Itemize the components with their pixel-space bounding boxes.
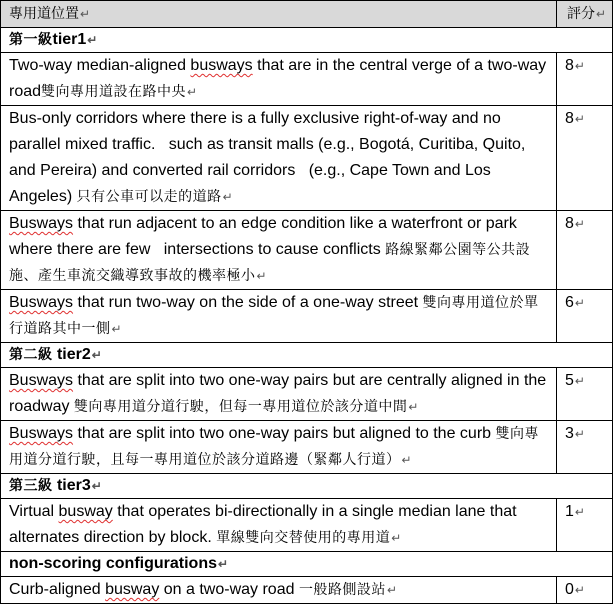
table-row [1,290,613,343]
score-cell: 0↵ [557,577,613,604]
tier2-row [1,343,613,368]
score-cell: 5↵ [557,368,613,421]
table-row [1,577,613,604]
table-row [1,421,613,474]
table-row [1,499,613,552]
config-cell: Curb-aligned busway on a two-way road 一般路側設站↵ [1,577,557,604]
config-cell: Virtual busway that operates bi-directionally in a single median lane that alternates direction by block. 單線雙向交替使用的專用道↵ [1,499,557,552]
score-cell: 3↵ [557,421,613,474]
table-row [1,106,613,211]
config-cell: Two-way median-aligned busways that are in the central verge of a two-way road雙向專用道設在路中央↵ [1,53,557,106]
non-scoring-row [1,552,613,577]
table-row [1,53,613,106]
tier1-row [1,28,613,53]
header-config-cell: 專用道位置↵ [1,1,557,28]
header-score-cell: 評分↵ [557,1,613,28]
config-cell: Busways that run two-way on the side of a one-way street 雙向專用道位於單行道路其中一側↵ [1,290,557,343]
config-cell: Busways that are split into two one-way pairs but are centrally aligned in the roadway 雙向專用道分道行駛，但每一專用道位於該分道中間↵ [1,368,557,421]
tier2-label: 第二級 tier2↵ [1,343,613,368]
config-cell: Busways that run adjacent to an edge condition like a waterfront or park where there are few intersections to cause conflicts 路線緊鄰公園等公共設施、產生車流交織導致事故的機率極小↵ [1,211,557,290]
tier1-label: 第一級tier1↵ [1,28,613,53]
non-scoring-label: non-scoring configurations↵ [1,552,613,577]
score-cell: 8↵ [557,53,613,106]
config-cell: Bus-only corridors where there is a fully exclusive right-of-way and no parallel mixed traffic. such as transit malls (e.g., Bogotá, Curitiba, Quito, and Pereira) and converted rail corridors (e.g., Cape Town and Los Angeles) 只有公車可以走的道路↵ [1,106,557,211]
tier3-label: 第三級 tier3↵ [1,474,613,499]
table-header-row [1,1,613,28]
score-cell: 8↵ [557,106,613,211]
tier3-row [1,474,613,499]
table-row [1,368,613,421]
score-cell: 6↵ [557,290,613,343]
score-cell: 1↵ [557,499,613,552]
config-cell: Busways that are split into two one-way pairs but aligned to the curb 雙向專用道分道行駛，且每一專用道位於該分道路邊（緊鄰人行道）↵ [1,421,557,474]
score-cell: 8↵ [557,211,613,290]
table-row [1,211,613,290]
